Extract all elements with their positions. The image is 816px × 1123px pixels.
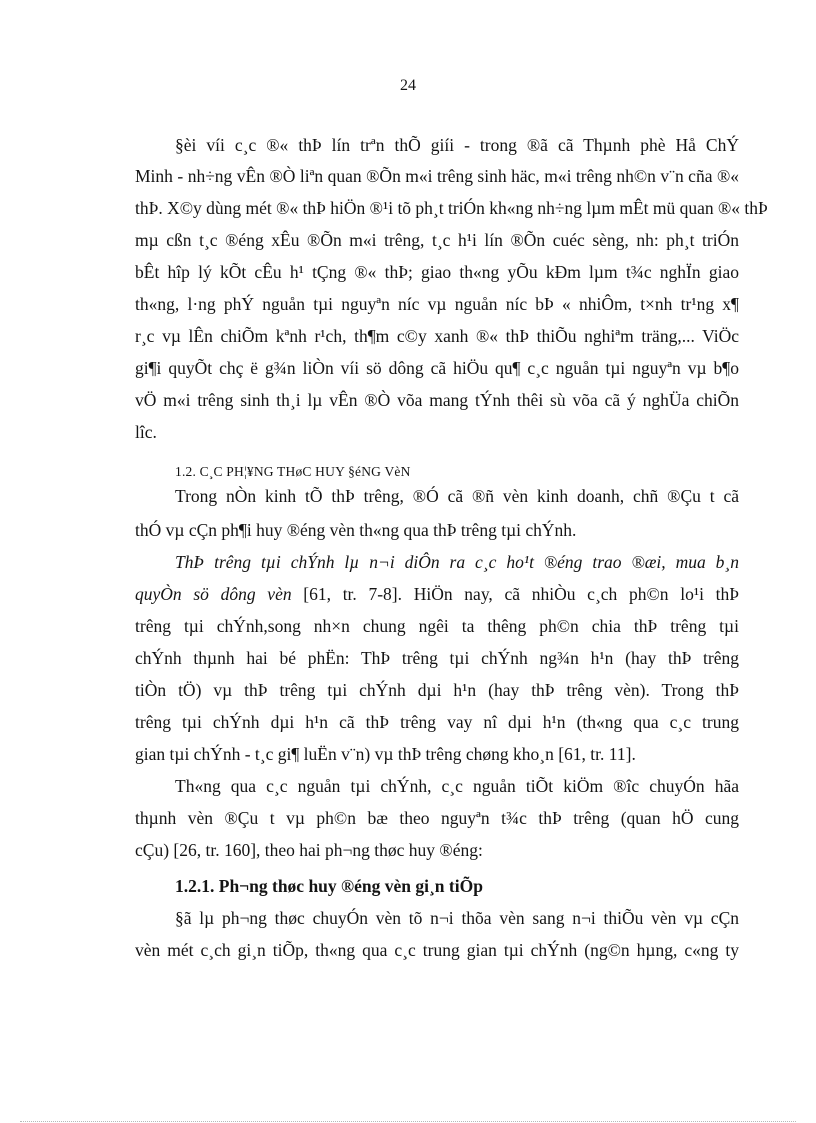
paragraph-line: Trong nÒn kinh tÕ thÞ trêng, ®Ó cã ®ñ vèn kinh doanh, chñ ®Çu t cã xyxy=(175,486,739,506)
paragraph-line xyxy=(135,582,739,606)
paragraph-line: thÓ vµ cÇn ph¶i huy ®éng vèn th«ng qua thÞ trêng tµi chÝnh. xyxy=(135,520,577,540)
section-heading-1-2: 1.2. C¸C PH¦¥NG THøC HUY §éNG VèN xyxy=(175,464,411,479)
paragraph-line: gian tµi chÝnh - t¸c gi¶ luËn v¨n) vµ thÞ trêng chøng kho¸n [61, tr. 11]. xyxy=(135,744,636,764)
paragraph-line: vèn mét c¸ch gi¸n tiÕp, th«ng qua c¸c trung gian tµi chÝnh (ng©n hµng, c«ng ty xyxy=(135,940,739,960)
paragraph-line: vÖ m«i trêng sinh th¸i lµ vÊn ®Ò võa mang tÝnh thêi sù võa cã ý nghÜa chiÕn xyxy=(135,390,739,410)
paragraph-line: lîc. xyxy=(135,422,157,442)
italic-definition-end: quyÒn sö dông vèn xyxy=(135,584,292,604)
page-bottom-rule xyxy=(20,1121,796,1122)
paragraph-line: §ã lµ ph¬ng thøc chuyÓn vèn tõ n¬i thõa vèn sang n¬i thiÕu vèn vµ cÇn xyxy=(175,908,739,928)
paragraph-line: trêng tµi chÝnh dµi h¹n cã thÞ trêng vay nî dµi h¹n (th«ng qua c¸c trung xyxy=(135,712,739,732)
paragraph-line: thµnh vèn ®Çu t vµ ph©n bæ theo nguyªn t¾c thÞ trêng (quan hÖ cung xyxy=(135,808,739,828)
paragraph-line: bÊt hîp lý kÕt cÊu h¹ tÇng ®« thÞ; giao th«ng yÕu kÐm lµm t¾c nghÏn giao xyxy=(135,262,739,282)
paragraph-line: trêng tµi chÝnh,song nh×n chung ngêi ta thêng ph©n chia thÞ trêng tµi xyxy=(135,616,739,636)
italic-definition-line: ThÞ trêng tµi chÝnh lµ n¬i diÔn ra c¸c ho¹t ®éng trao ®æi, mua b¸n xyxy=(175,552,739,572)
page-number: 24 xyxy=(400,77,416,94)
paragraph-line: thÞ. X©y dùng mét ®« thÞ hiÖn ®¹i tõ ph¸t triÓn kh«ng nh÷ng lµm mÊt mü quan ®« thÞ xyxy=(135,198,768,218)
paragraph-line: chÝnh thµnh hai bé phËn: ThÞ trêng tµi chÝnh ng¾n h¹n (hay thÞ trêng xyxy=(135,648,739,668)
paragraph-line: cÇu) [26, tr. 160], theo hai ph¬ng thøc huy ®éng: xyxy=(135,840,483,860)
subsection-heading-1-2-1: 1.2.1. Ph¬ng thøc huy ®éng vèn gi¸n tiÕp xyxy=(175,876,483,896)
paragraph-line: gi¶i quyÕt chç ë g¾n liÒn víi sö dông cã hiÖu qu¶ c¸c nguån tµi nguyªn vµ b¶o xyxy=(135,358,739,378)
citation-text: [61, tr. 7-8]. HiÖn nay, cã nhiÒu c¸ch ph©n lo¹i thÞ xyxy=(291,584,739,604)
paragraph-line: tiÒn tÖ) vµ thÞ trêng tµi chÝnh dµi h¹n (hay thÞ trêng vèn). Trong thÞ xyxy=(135,680,739,700)
paragraph-line: th«ng, l·ng phÝ nguån tµi nguyªn níc vµ nguån níc bÞ « nhiÔm, t×nh tr¹ng x¶ xyxy=(135,294,739,314)
paragraph-line: Th«ng qua c¸c nguån tµi chÝnh, c¸c nguån tiÕt kiÖm ®îc chuyÓn hãa xyxy=(175,776,739,796)
paragraph-line: Minh - nh÷ng vÊn ®Ò liªn quan ®Õn m«i trêng sinh häc, m«i trêng nh©n v¨n cña ®« xyxy=(135,166,739,186)
paragraph-line: r¸c vµ lÊn chiÕm kªnh r¹ch, th¶m c©y xanh ®« thÞ thiÕu nghiªm träng,... ViÖc xyxy=(135,326,739,346)
paragraph-line: mµ cßn t¸c ®éng xÊu ®Õn m«i trêng, t¸c h¹i lín ®Õn cuéc sèng, nh: ph¸t triÓn xyxy=(135,230,739,250)
paragraph-line: §èi víi c¸c ®« thÞ lín trªn thÕ giíi - trong ®ã cã Thµnh phè Hå ChÝ xyxy=(175,135,739,155)
